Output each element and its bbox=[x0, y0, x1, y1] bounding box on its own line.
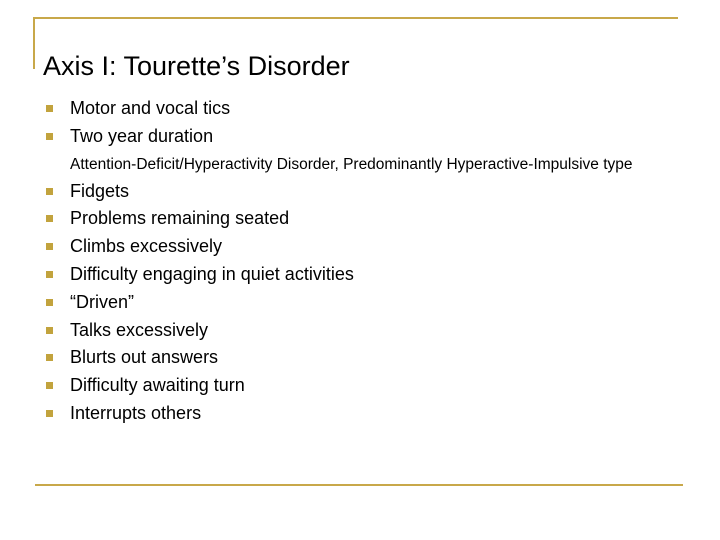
square-bullet-icon bbox=[46, 382, 53, 389]
slide-title: Axis I: Tourette’s Disorder bbox=[43, 51, 350, 81]
bullet-list bbox=[40, 95, 700, 428]
square-bullet-icon bbox=[46, 271, 53, 278]
subheading: Attention-Deficit/Hyperactivity Disorder, Predominantly Hyperactive-Impulsive type bbox=[70, 155, 633, 173]
square-bullet-icon bbox=[46, 133, 53, 140]
list-item bbox=[40, 317, 700, 345]
list-item-text: Talks excessively bbox=[70, 319, 209, 340]
list-item-text: Interrupts others bbox=[70, 402, 202, 423]
square-bullet-icon bbox=[46, 243, 53, 250]
list-item bbox=[40, 400, 700, 428]
list-item-text: Motor and vocal tics bbox=[70, 98, 231, 118]
list-item bbox=[40, 205, 700, 233]
list-item-text: Difficulty awaiting turn bbox=[70, 375, 245, 396]
list-item bbox=[40, 261, 700, 289]
square-bullet-icon bbox=[46, 188, 53, 195]
list-item-text: Climbs excessively bbox=[70, 236, 223, 257]
list-item bbox=[40, 178, 700, 206]
list-item bbox=[40, 289, 700, 317]
bottom-rule bbox=[35, 484, 683, 486]
list-item bbox=[40, 95, 700, 123]
list-item-text: Fidgets bbox=[70, 180, 130, 201]
top-rule bbox=[33, 17, 678, 19]
list-item bbox=[40, 123, 700, 151]
list-item-text: Blurts out answers bbox=[70, 347, 219, 368]
left-rule bbox=[33, 17, 35, 69]
list-item bbox=[40, 344, 700, 372]
list-item-text: Problems remaining seated bbox=[70, 208, 290, 229]
square-bullet-icon bbox=[46, 410, 53, 417]
list-item-text: Two year duration bbox=[70, 125, 214, 146]
list-item bbox=[40, 233, 700, 261]
square-bullet-icon bbox=[46, 105, 53, 112]
square-bullet-icon bbox=[46, 215, 53, 222]
list-item-text: “Driven” bbox=[70, 291, 135, 312]
square-bullet-icon bbox=[46, 299, 53, 306]
list-item bbox=[40, 372, 700, 400]
square-bullet-icon bbox=[46, 327, 53, 334]
list-item-text: Difficulty engaging in quiet activities bbox=[70, 263, 354, 284]
square-bullet-icon bbox=[46, 354, 53, 361]
